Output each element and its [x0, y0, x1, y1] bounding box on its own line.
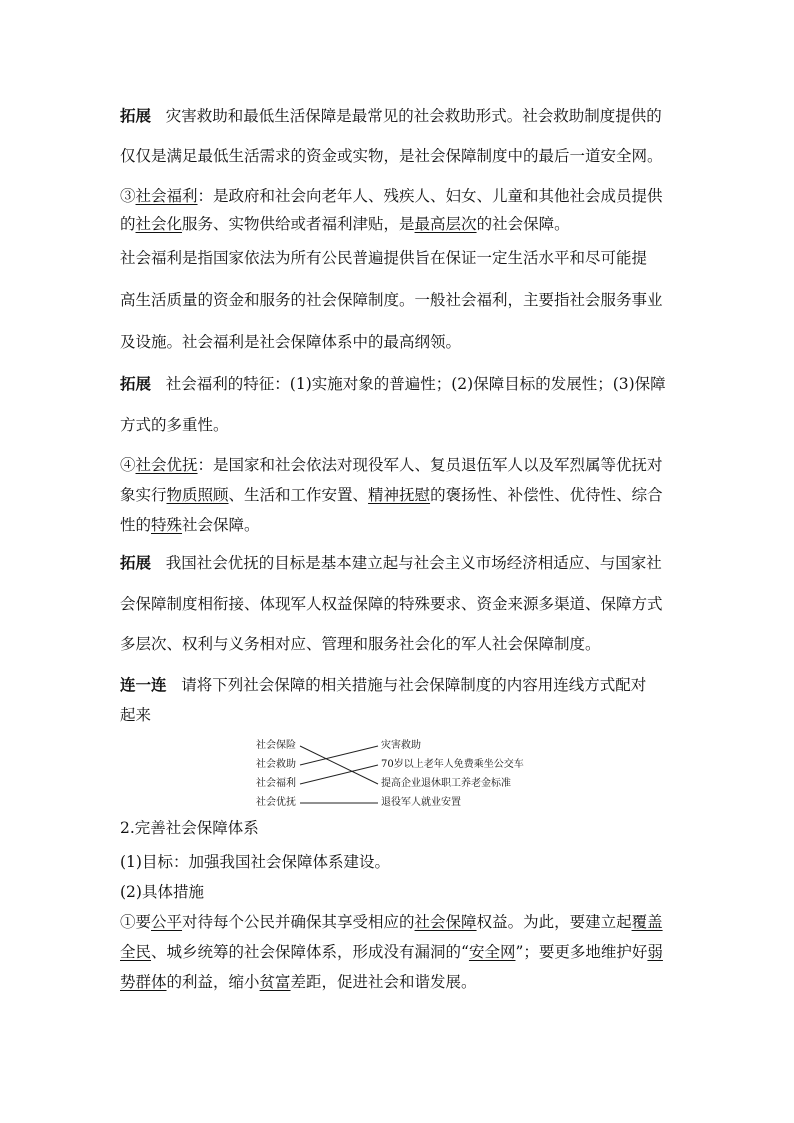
- text: 的利益，缩小: [166, 973, 260, 991]
- term-special-care: 社会优抚: [135, 456, 198, 474]
- text: 灾害救助和最低生活保障是最常见的社会救助形式。社会救助制度提供的: [165, 107, 662, 125]
- extension-paragraph-3-line-2: [120, 594, 663, 614]
- item-number: ③: [120, 187, 136, 205]
- welfare-explanation-line-2: [120, 290, 663, 310]
- underlined-term: 弱: [647, 943, 663, 961]
- extension-label: 拓展: [120, 554, 152, 572]
- text: 社会福利是指国家依法为所有公民普遍提供旨在保证一定生活水平和尽可能提: [120, 249, 648, 267]
- measures-line-3: [120, 972, 477, 992]
- extension-paragraph-2-line-2: [120, 415, 229, 435]
- extension-paragraph-1-line-2: [120, 146, 663, 166]
- section-heading: 2.完善社会保障体系: [120, 819, 259, 837]
- extension-label: 拓展: [120, 107, 152, 125]
- underlined-term: 物质照顾: [166, 486, 229, 504]
- match-link-3: [300, 765, 378, 784]
- text: 的社会保障。: [476, 215, 570, 233]
- underlined-term: 特殊: [151, 516, 183, 534]
- matching-exercise-line-2: [120, 705, 151, 725]
- text: (1)目标：加强我国社会保障体系建设。: [120, 853, 390, 871]
- matching-label: 连一连: [120, 676, 167, 694]
- text: 仅仅是满足最低生活需求的资金或实物，是社会保障制度中的最后一道安全网。: [120, 147, 663, 165]
- text: (2)具体措施: [120, 883, 204, 901]
- term-social-welfare: 社会福利: [135, 187, 198, 205]
- match-link-1: [300, 746, 378, 784]
- extension-label: 拓展: [120, 375, 152, 393]
- text: 及设施。社会福利是社会保障体系中的最高纲领。: [120, 333, 462, 351]
- right-item-4: 退役军人就业安置: [381, 797, 461, 808]
- text: 象实行: [120, 486, 167, 504]
- social-welfare-definition-line-2: [120, 214, 570, 234]
- underlined-term: 覆盖: [631, 913, 663, 931]
- match-link-2: [300, 746, 378, 765]
- text: ①要: [120, 913, 152, 931]
- underlined-term: 社会保障: [414, 913, 477, 931]
- text: 社会福利的特征：(1)实施对象的普遍性；(2)保障目标的发展性；(3)保障: [165, 375, 666, 393]
- text: ”；要更多地维护好: [515, 943, 648, 961]
- text: 的: [120, 215, 136, 233]
- text: 我国社会优抚的目标是基本建立起与社会主义市场经济相适应、与国家社: [165, 554, 662, 572]
- text: 差距，促进社会和谐发展。: [290, 973, 477, 991]
- text: 的褒扬性、补偿性、优待性、综合: [430, 486, 663, 504]
- special-care-definition-line-1: [120, 455, 663, 475]
- text: 会保障制度相衔接、体现军人权益保障的特殊要求、资金来源多渠道、保障方式: [120, 595, 663, 613]
- section-2-measures-heading: [120, 882, 204, 902]
- social-welfare-definition-line-1: [120, 186, 663, 206]
- text: 高生活质量的资金和服务的社会保障制度。一般社会福利，主要指社会服务事业: [120, 291, 663, 309]
- underlined-term: 安全网: [468, 943, 516, 961]
- text: 社会保障。: [182, 516, 260, 534]
- right-item-3: 提高企业退休职工养老金标准: [381, 778, 511, 789]
- text: 权益。为此，要建立起: [476, 913, 632, 931]
- right-item-1: 灾害救助: [381, 740, 421, 751]
- left-item-1: 社会保险: [256, 740, 296, 751]
- extension-paragraph-3-line-3: [120, 634, 601, 654]
- underlined-term: 精神抚慰: [368, 486, 431, 504]
- underlined-term: 最高层次: [414, 215, 477, 233]
- underlined-term: 全民: [120, 943, 152, 961]
- special-care-definition-line-2: [120, 485, 663, 505]
- measures-line-2: [120, 942, 663, 962]
- underlined-term: 势群体: [120, 973, 167, 991]
- text: 性的: [120, 516, 152, 534]
- welfare-explanation-line-1: [120, 248, 647, 268]
- text: ：是国家和社会依法对现役军人、复员退伍军人以及军烈属等优抚对: [197, 456, 663, 474]
- item-number: ④: [120, 456, 136, 474]
- underlined-term: 社会化: [135, 215, 183, 233]
- extension-paragraph-3-line-1: [120, 553, 662, 573]
- right-item-2: 70岁以上老年人免费乘坐公交车: [381, 759, 524, 770]
- underlined-term: 贫富: [259, 973, 291, 991]
- text: 请将下列社会保障的相关措施与社会保障制度的内容用连线方式配对: [181, 676, 647, 694]
- text: ：是政府和社会向老年人、残疾人、妇女、儿童和其他社会成员提供: [197, 187, 663, 205]
- extension-paragraph-2-line-1: [120, 374, 666, 394]
- section-2-heading: [120, 818, 259, 838]
- left-item-2: 社会救助: [256, 759, 296, 770]
- special-care-definition-line-3: [120, 515, 260, 535]
- section-2-goal: [120, 852, 390, 872]
- text: 对待每个公民并确保其享受相应的: [182, 913, 415, 931]
- underlined-term: 公平: [151, 913, 183, 931]
- measures-line-1: [120, 912, 663, 932]
- text: 、生活和工作安置、: [228, 486, 369, 504]
- text: 起来: [120, 706, 152, 724]
- text: 、城乡统筹的社会保障体系，形成没有漏洞的“: [151, 943, 469, 961]
- left-item-4: 社会优抚: [256, 797, 296, 808]
- matching-exercise-line-1: [120, 675, 646, 695]
- text: 方式的多重性。: [120, 416, 229, 434]
- extension-paragraph-1-line-1: [120, 106, 662, 126]
- text: 服务、实物供给或者福利津贴，是: [182, 215, 415, 233]
- text: 多层次、权利与义务相对应、管理和服务社会化的军人社会保障制度。: [120, 635, 601, 653]
- left-item-3: 社会福利: [256, 778, 296, 789]
- welfare-explanation-line-3: [120, 332, 461, 352]
